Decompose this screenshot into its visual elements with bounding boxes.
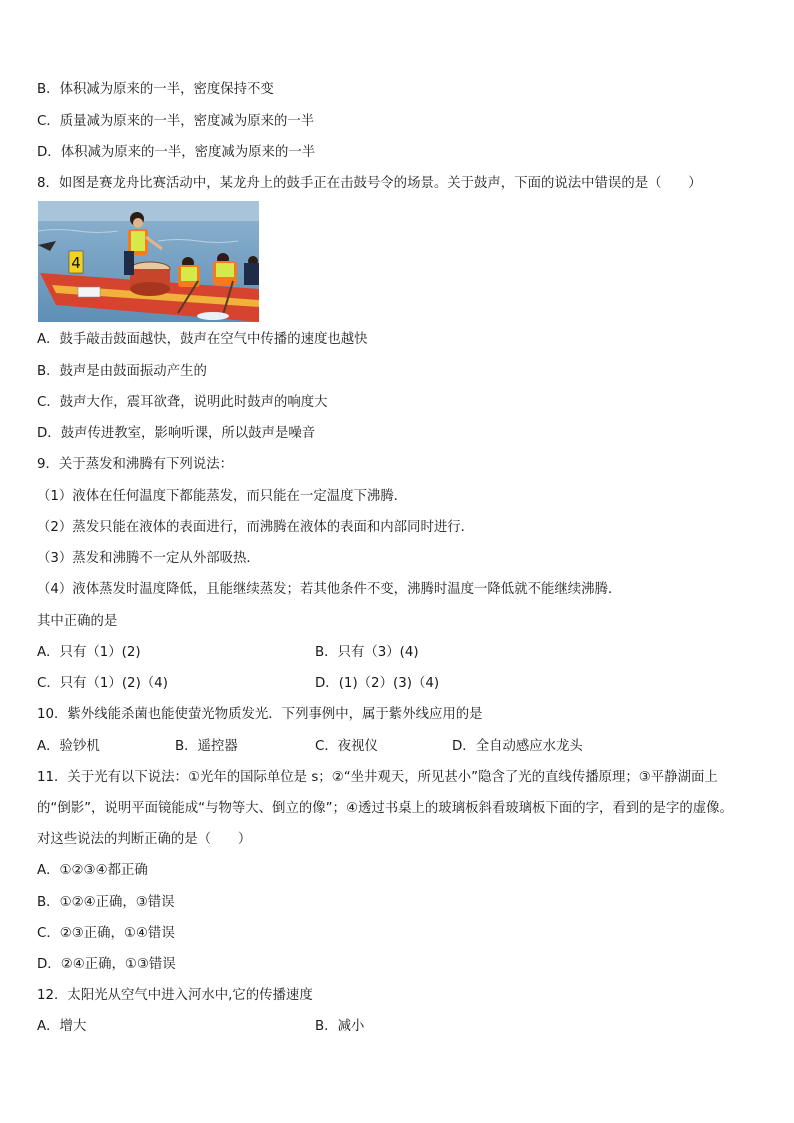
- q8-stem: 8．如图是赛龙舟比赛活动中，某龙舟上的鼓手正在击鼓号令的场景。关于鼓声，下面的说法中错误的是（ ）: [37, 176, 702, 191]
- boat-number: 4: [71, 254, 81, 272]
- q8-option-a: A．鼓手敲击鼓面越快，鼓声在空气中传播的速度也越快: [37, 332, 368, 347]
- q11-option-b: B．①②④正确，③错误: [37, 895, 175, 910]
- q9-prompt: 其中正确的是: [37, 614, 118, 629]
- q9-statement-3: （3）蒸发和沸腾不一定从外部吸热．: [37, 551, 260, 566]
- q9-statement-4: （4）液体蒸发时温度降低，且能继续蒸发；若其他条件不变，沸腾时温度一降低就不能继续沸腾．: [37, 582, 622, 597]
- q12-stem: 12．太阳光从空气中进入河水中,它的传播速度: [37, 988, 313, 1003]
- q7-option-d: D．体积减为原来的一半，密度减为原来的一半: [37, 145, 316, 160]
- q9-stem: 9．关于蒸发和沸腾有下列说法：: [37, 457, 233, 472]
- q10-option-c: C．夜视仪: [315, 739, 378, 754]
- q10-options-row: [0, 737, 794, 757]
- q8-option-c: C．鼓声大作，震耳欲聋，说明此时鼓声的响度大: [37, 395, 328, 410]
- q10-option-b: B．遥控器: [175, 739, 238, 754]
- q10-option-a: A．验钞机: [37, 739, 100, 754]
- q7-option-b: B．体积减为原来的一半，密度保持不变: [37, 82, 274, 97]
- q10-option-d: D．全自动感应水龙头: [452, 739, 583, 754]
- q9-option-b: B．只有（3）(4): [315, 645, 419, 660]
- q9-option-a: A．只有（1）(2): [37, 645, 141, 660]
- q11-stem-line-3: 对这些说法的判断正确的是（ ）: [37, 832, 252, 847]
- q9-statement-1: （1）液体在任何温度下都能蒸发，而只能在一定温度下沸腾．: [37, 489, 408, 504]
- q11-option-c: C．②③正确，①④错误: [37, 926, 175, 941]
- q11-stem-line-1: 11．关于光有以下说法：①光年的国际单位是 s；②“坐井观天，所见甚小”隐含了光的直线传播原理；③平静湖面上: [37, 770, 718, 785]
- q10-stem: 10．紫外线能杀菌也能使萤光物质发光．下列事例中，属于紫外线应用的是: [37, 707, 483, 722]
- q9-statement-2: （2）蒸发只能在液体的表面进行，而沸腾在液体的表面和内部同时进行．: [37, 520, 475, 535]
- dragon-boat-photo: [38, 201, 259, 322]
- q9-option-c: C．只有（1）(2)（4): [37, 676, 168, 691]
- q12-option-b: B．减小: [315, 1019, 365, 1034]
- q8-option-d: D．鼓声传进教室，影响听课，所以鼓声是噪音: [37, 426, 316, 441]
- q8-option-b: B．鼓声是由鼓面振动产生的: [37, 364, 207, 379]
- q9-option-d: D．(1)（2）(3)（4): [315, 676, 440, 691]
- q11-option-a: A．①②③④都正确: [37, 863, 148, 878]
- q11-option-d: D．②④正确，①③错误: [37, 957, 176, 972]
- q7-option-c: C．质量减为原来的一半，密度减为原来的一半: [37, 114, 315, 129]
- q11-stem-line-2: 的“倒影”，说明平面镜能成“与物等大、倒立的像”；④透过书桌上的玻璃板斜看玻璃板下面的字，看到的是字的虚像。: [37, 801, 733, 816]
- q12-option-a: A．增大: [37, 1019, 87, 1034]
- dragon-boat-illustration: [38, 201, 259, 322]
